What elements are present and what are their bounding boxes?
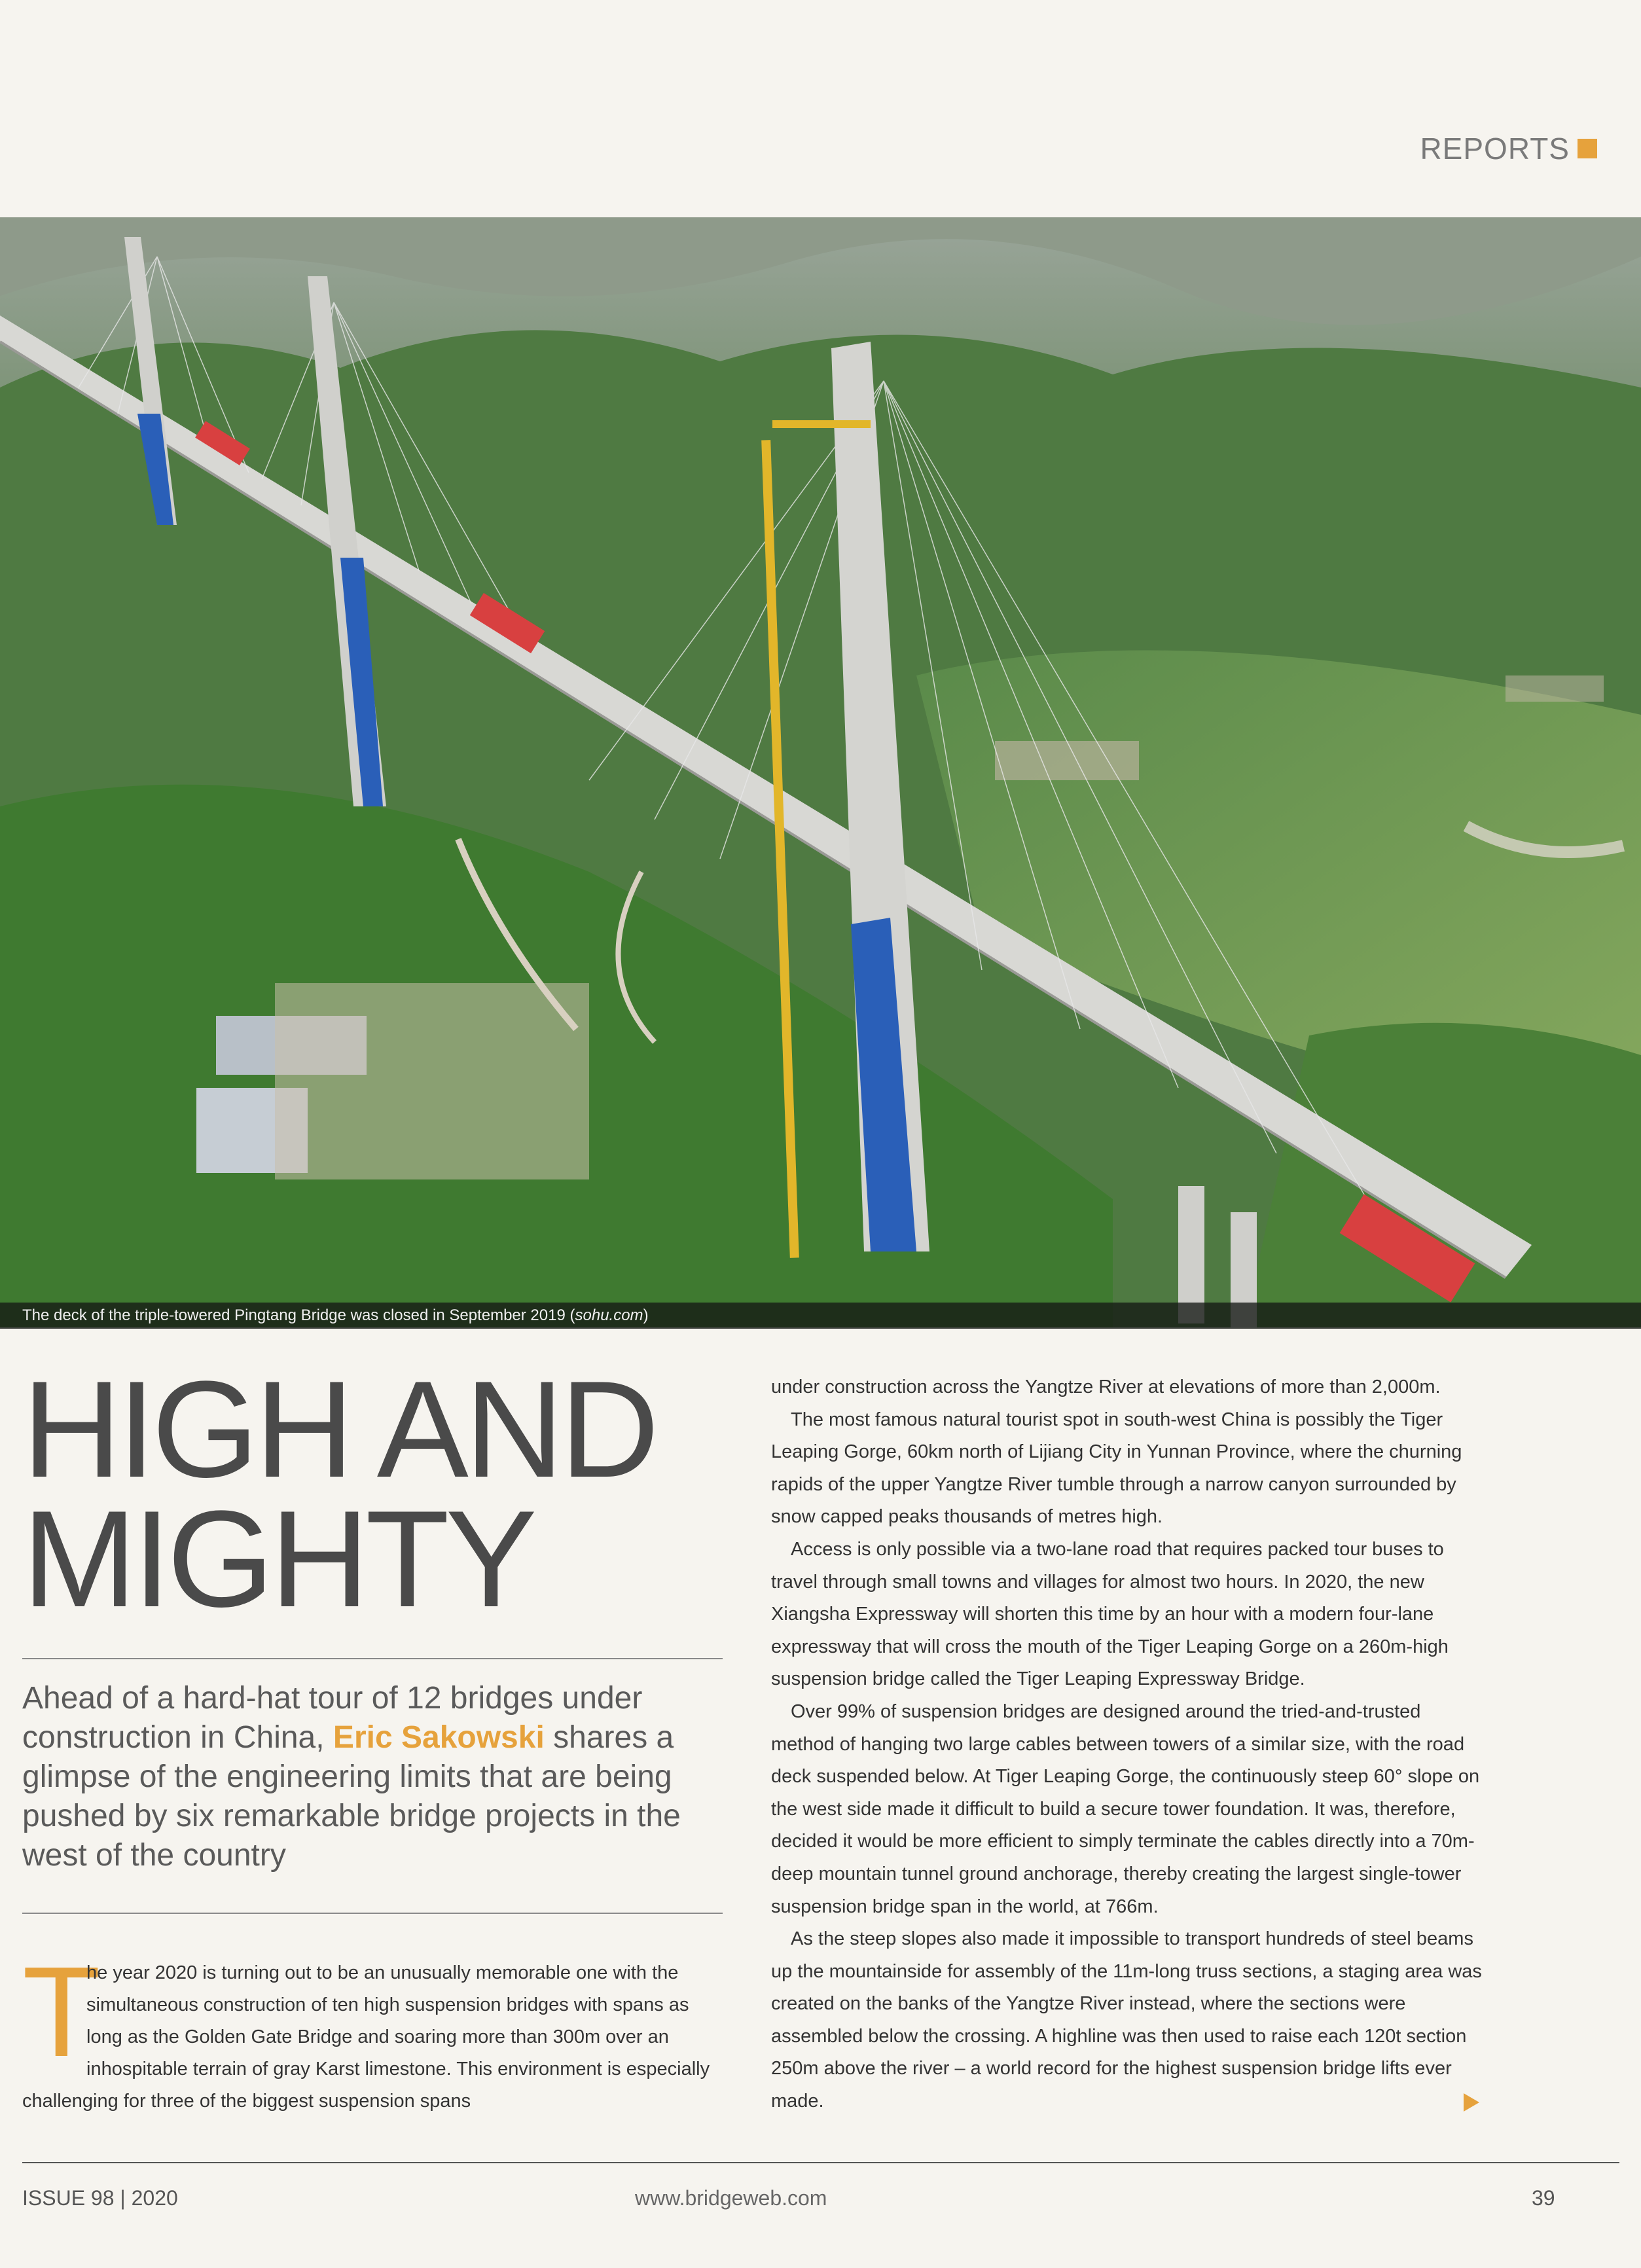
footer-website: www.bridgeweb.com [635, 2186, 827, 2210]
standfirst-top-rule [22, 1658, 723, 1659]
standfirst-rest: shares a glimpse of the engineering limits that are being pushed by six remarkable bridge projects in the west of the country [22, 1720, 681, 1873]
headline-line-2: MIGHTY [22, 1482, 533, 1636]
photo-caption: The deck of the triple-towered Pingtang Bridge was closed in September 2019 (sohu.com) [0, 1303, 1641, 1329]
bridge-illustration [0, 217, 1641, 1327]
body-column-2 [771, 1371, 1488, 2118]
footer-issue: ISSUE 98 | 2020 [22, 2186, 178, 2210]
footer-rule [22, 2162, 1619, 2163]
continue-arrow-icon [1464, 2093, 1479, 2112]
standfirst-intro: Ahead of a hard-hat tour of 12 bridges under construction in China, [22, 1681, 643, 1755]
caption-text: The deck of the triple-towered Pingtang Bridge was closed in September 2019 [22, 1306, 566, 1324]
bridge-photo [0, 217, 1641, 1327]
section-label-text: REPORTS [1420, 132, 1570, 166]
body-paragraph: under construction across the Yangtze River at elevations of more than 2,000m. [771, 1377, 1441, 1397]
page-number: 39 [1532, 2186, 1555, 2210]
section-label [1348, 131, 1597, 166]
standfirst [22, 1679, 723, 1875]
body-paragraph: As the steep slopes also made it impossible to transport hundreds of steel beams up the mountainside for assembly of the 11m-long truss sections, a staging area was created on the banks of the Yangtze River instead, where the sections were assembled below the crossing. A highline was then used to raise each 120t section 250m above the river – a world record for the highest suspension bridge lifts ever made. [771, 1928, 1482, 2112]
headline-line-1: HIGH AND [22, 1352, 656, 1506]
author-name: Eric Sakowski [333, 1720, 545, 1755]
section-marker-square [1578, 139, 1597, 158]
body-text-col1: he year 2020 is turning out to be an unusually memorable one with the simultaneous construction of ten high suspension bridges with spans as long as the Golden Gate Bridge and soaring more than 300m over an inhospitable terrain of gray Karst limestone. This environment is especially challenging for three of the biggest suspension spans [22, 1962, 710, 2112]
drop-cap: T [22, 1940, 101, 2083]
standfirst-bottom-rule [22, 1913, 723, 1914]
body-paragraph: Over 99% of suspension bridges are designed around the tried-and-trusted method of hanging two large cables between towers of a similar size, with the road deck suspended below. At Tiger Leaping Gorge, the continuously steep 60° slope on the west side made it difficult to build a secure tower foundation. It was, therefore, decided it would be more efficient to simply terminate the cables directly into a 70m-deep mountain tunnel ground anchorage, thereby creating the largest single-tower suspension bridge span in the world, at 766m. [771, 1701, 1480, 1917]
body-column-1 [22, 1940, 729, 2117]
body-paragraph: Access is only possible via a two-lane road that requires packed tour buses to travel through small towns and villages for almost two hours. In 2020, the new Xiangsha Expressway will shorten this time by an hour with a modern four-lane expressway that will cross the mouth of the Tiger Leaping Gorge on a 260m-high suspension bridge called the Tiger Leaping Expressway Bridge. [771, 1538, 1449, 1690]
body-paragraph: The most famous natural tourist spot in south-west China is possibly the Tiger Leaping Gorge, 60km north of Lijiang City in Yunnan Province, where the churning rapids of the upper Yangtze River tumble through a narrow canyon surrounded by snow capped peaks thousands of metres high. [771, 1409, 1462, 1528]
caption-credit: sohu.com [575, 1306, 643, 1324]
article-headline [22, 1352, 742, 1636]
